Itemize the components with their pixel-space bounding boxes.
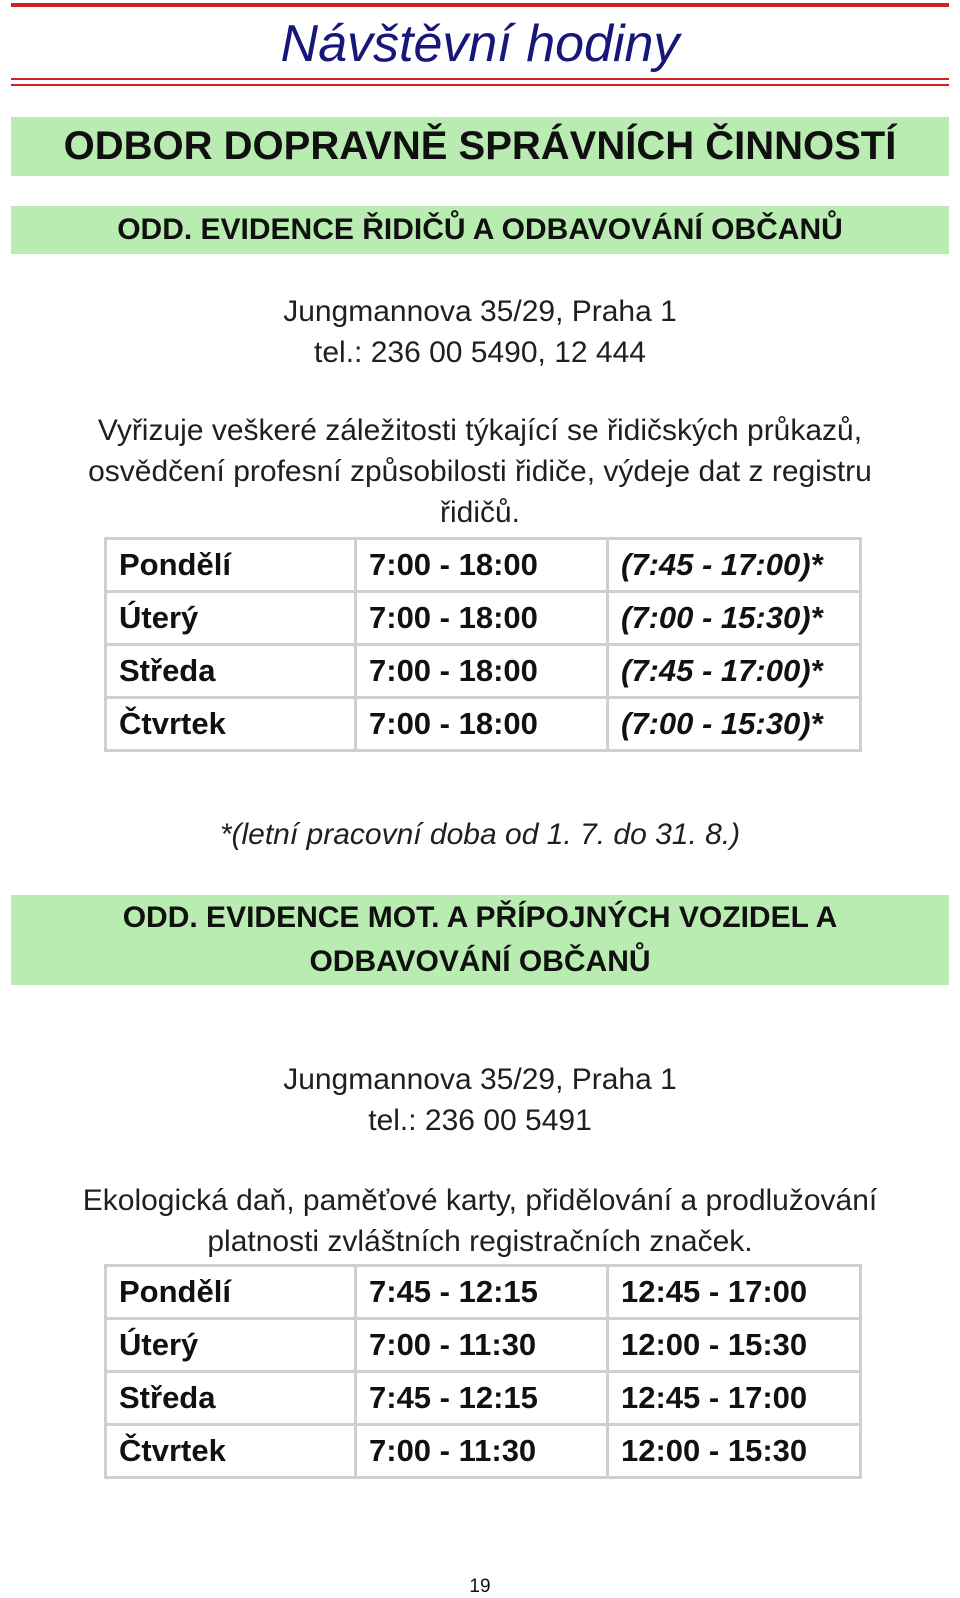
summer-hours-cell: (7:45 - 17:00)* [608,539,861,592]
description-line: Vyřizuje veškeré záležitosti týkající se řidičských průkazů, [97,414,863,447]
day-cell: Středa [106,1372,356,1425]
section1-contact [20,291,940,373]
morning-hours-cell: 7:45 - 12:15 [356,1266,608,1319]
description-line: osvědčení profesní způsobilosti řidiče, výdeje dat z registru [88,455,872,488]
page-title: Návštěvní hodiny [280,15,680,73]
table-row [106,1372,861,1425]
top-red-rule [11,3,949,7]
title-underline-rule-2 [11,84,949,86]
section2-heading-line: ODBAVOVÁNÍ OBČANŮ [309,945,651,978]
description-line: Ekologická daň, paměťové karty, přidělování a prodlužování [82,1184,878,1217]
day-cell: Čtvrtek [106,698,356,751]
department-heading: ODBOR DOPRAVNĚ SPRÁVNÍCH ČINNOSTÍ [11,117,949,176]
morning-hours-cell: 7:00 - 11:30 [356,1319,608,1372]
afternoon-hours-cell: 12:45 - 17:00 [608,1372,861,1425]
afternoon-hours-cell: 12:00 - 15:30 [608,1319,861,1372]
title-underline-rule [11,78,949,80]
day-cell: Pondělí [106,1266,356,1319]
summer-hours-cell: (7:00 - 15:30)* [608,698,861,751]
table-row [106,1425,861,1478]
section1-address: Jungmannova 35/29, Praha 1 [283,295,677,328]
day-cell: Úterý [106,1319,356,1372]
section1-hours-table [104,537,862,752]
section1-phone: tel.: 236 00 5490, 12 444 [314,336,646,369]
table-row [106,592,861,645]
section2-address: Jungmannova 35/29, Praha 1 [283,1063,677,1096]
section2-heading [11,895,949,985]
page-number: 19 [469,1576,491,1597]
afternoon-hours-cell: 12:00 - 15:30 [608,1425,861,1478]
hours-cell: 7:00 - 18:00 [356,645,608,698]
morning-hours-cell: 7:00 - 11:30 [356,1425,608,1478]
hours-cell: 7:00 - 18:00 [356,592,608,645]
section2-heading-line: ODD. EVIDENCE MOT. A PŘÍPOJNÝCH VOZIDEL A [122,901,838,934]
day-cell: Pondělí [106,539,356,592]
section2-contact [20,1059,940,1141]
section2-hours-table [104,1264,862,1479]
summer-hours-note: *(letní pracovní doba od 1. 7. do 31. 8.) [219,818,741,851]
day-cell: Středa [106,645,356,698]
day-cell: Čtvrtek [106,1425,356,1478]
table-row [106,539,861,592]
section1-heading: ODD. EVIDENCE ŘIDIČŮ A ODBAVOVÁNÍ OBČANŮ [11,206,949,254]
description-line: řidičů. [439,496,521,529]
summer-hours-cell: (7:00 - 15:30)* [608,592,861,645]
table-row [106,645,861,698]
section2-description [20,1180,940,1262]
hours-cell: 7:00 - 18:00 [356,698,608,751]
day-cell: Úterý [106,592,356,645]
summer-hours-cell: (7:45 - 17:00)* [608,645,861,698]
table-row [106,1266,861,1319]
section1-description [20,410,940,533]
table-row [106,1319,861,1372]
hours-cell: 7:00 - 18:00 [356,539,608,592]
afternoon-hours-cell: 12:45 - 17:00 [608,1266,861,1319]
morning-hours-cell: 7:45 - 12:15 [356,1372,608,1425]
table-row [106,698,861,751]
description-line: platnosti zvláštních registračních značek. [207,1225,753,1258]
section2-phone: tel.: 236 00 5491 [368,1104,592,1137]
